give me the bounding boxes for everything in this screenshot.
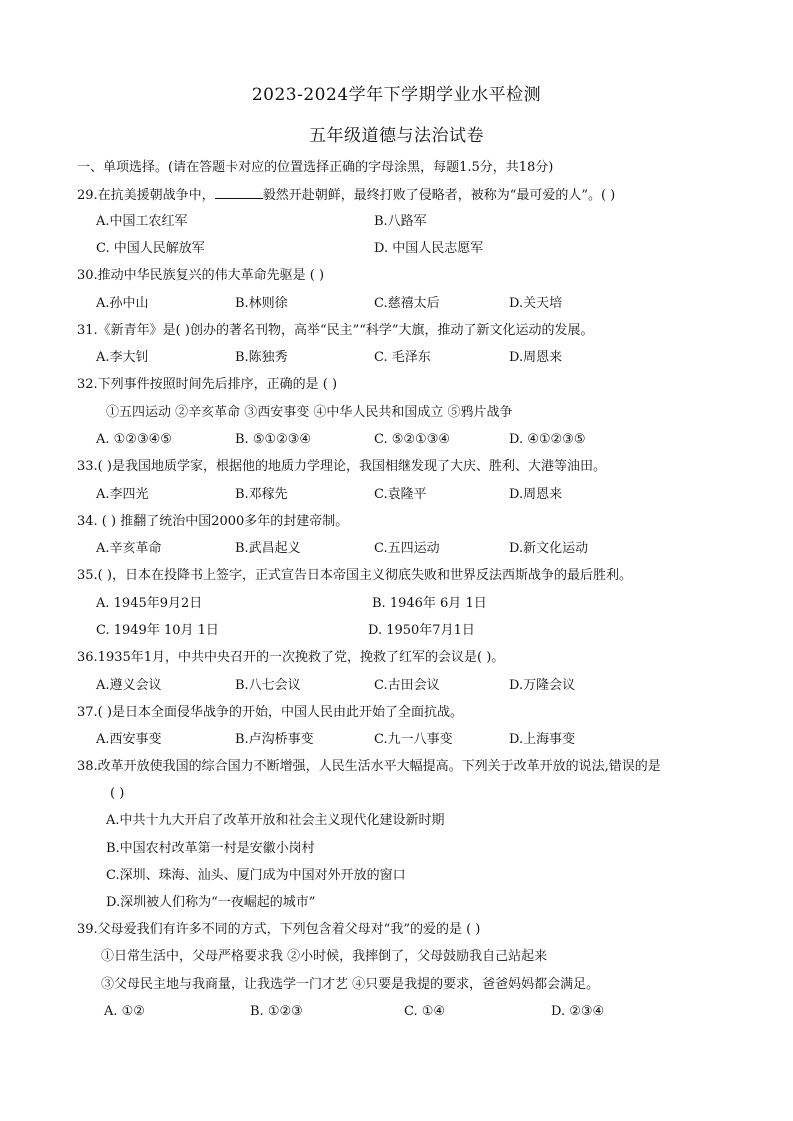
answer-blank bbox=[215, 186, 263, 199]
section-heading: 一、单项选择。(请在答题卡对应的位置选择正确的字母涂黑，每题1.5分，共18分) bbox=[77, 160, 554, 175]
q34-option-b: B.武昌起义 bbox=[235, 541, 301, 556]
q33-option-a: A.李四光 bbox=[96, 487, 149, 502]
q35-option-a: A. 1945年9月2日 bbox=[96, 596, 203, 611]
question-35: 35.( )，日本在投降书上签字，正式宣告日本帝国主义彻底失败和世界反法西斯战争的最后胜利。 bbox=[77, 568, 632, 583]
q39-statement-2: ③父母民主地与我商量，让我选学一门才艺 ④只要是我提的要求，爸爸妈妈都会满足。 bbox=[101, 977, 600, 992]
q32-option-b: B. ⑤①②③④ bbox=[235, 432, 312, 447]
q37-option-a: A.西安事变 bbox=[96, 732, 162, 747]
q37-option-d: D.上海事变 bbox=[509, 732, 576, 747]
q39-option-d: D. ②③④ bbox=[551, 1004, 605, 1019]
q35-option-c: C. 1949年 10月 1日 bbox=[96, 623, 219, 638]
q39-option-a: A. ①② bbox=[104, 1004, 145, 1019]
question-31: 31.《新青年》是( )创办的著名刊物，高举“民主”“科学”大旗，推动了新文化运动的发展。 bbox=[77, 323, 594, 338]
q37-option-c: C.九一八事变 bbox=[374, 732, 453, 747]
q30-option-c: C.慈禧太后 bbox=[374, 296, 440, 311]
q36-option-d: D.万隆会议 bbox=[509, 678, 576, 693]
exam-title: 2023-2024学年下学期学业水平检测 bbox=[251, 85, 542, 105]
q38-paren: ( ) bbox=[110, 786, 125, 801]
question-37: 37.( )是日本全面侵华战争的开始，中国人民由此开始了全面抗战。 bbox=[77, 705, 463, 720]
q39-option-c: C. ①④ bbox=[404, 1004, 446, 1019]
q29-option-d: D. 中国人民志愿军 bbox=[374, 241, 484, 256]
q30-option-a: A.孙中山 bbox=[96, 296, 149, 311]
q32-option-d: D. ④①②③⑤ bbox=[509, 432, 586, 447]
q36-option-b: B.八七会议 bbox=[235, 678, 301, 693]
q29-option-b: B.八路军 bbox=[374, 214, 427, 229]
q33-option-d: D.周恩来 bbox=[509, 487, 563, 502]
question-36: 36.1935年1月，中共中央召开的一次挽救了党，挽救了红军的会议是( )。 bbox=[77, 650, 505, 665]
q31-option-d: D.周恩来 bbox=[509, 350, 563, 365]
q38-option-a: A.中共十九大开启了改革开放和社会主义现代化建设新时期 bbox=[106, 813, 445, 828]
q34-option-d: D.新文化运动 bbox=[509, 541, 589, 556]
q39-option-b: B. ①②③ bbox=[250, 1004, 303, 1019]
q32-items: ①五四运动 ②辛亥革命 ③西安事变 ④中华人民共和国成立 ⑤鸦片战争 bbox=[106, 405, 513, 420]
q38-option-b: B.中国农村改革第一村是安徽小岗村 bbox=[106, 841, 315, 856]
q39-statement-1: ①日常生活中，父母严格要求我 ②小时候，我摔倒了，父母鼓励我自己站起来 bbox=[101, 949, 548, 964]
q30-option-d: D.关天培 bbox=[509, 296, 563, 311]
q33-option-b: B.邓稼先 bbox=[235, 487, 288, 502]
q36-option-c: C.古田会议 bbox=[374, 678, 440, 693]
q37-option-b: B.卢沟桥事变 bbox=[235, 732, 314, 747]
q31-option-b: B.陈独秀 bbox=[235, 350, 288, 365]
question-29 bbox=[77, 186, 615, 205]
question-29-pre: 29.在抗美援朝战争中， bbox=[77, 188, 215, 203]
q38-option-c: C.深圳、珠海、汕头、厦门成为中国对外开放的窗口 bbox=[106, 868, 406, 883]
q29-option-a: A.中国工农红军 bbox=[96, 214, 188, 229]
q33-option-c: C.袁隆平 bbox=[374, 487, 427, 502]
question-34: 34. ( ) 推翻了统治中国2000多年的封建帝制。 bbox=[77, 514, 349, 529]
q29-option-c: C. 中国人民解放军 bbox=[96, 241, 205, 256]
question-39: 39.父母爱我们有许多不同的方式，下列包含着父母对“我”的爱的是 ( ) bbox=[77, 922, 481, 937]
q30-option-b: B.林则徐 bbox=[235, 296, 288, 311]
exam-subtitle: 五年级道德与法治试卷 bbox=[309, 126, 484, 146]
q34-option-a: A.辛亥革命 bbox=[96, 541, 162, 556]
q34-option-c: C.五四运动 bbox=[374, 541, 440, 556]
q38-option-d: D.深圳被人们称为“一夜崛起的城市” bbox=[106, 895, 316, 910]
q35-option-b: B. 1946年 6月 1日 bbox=[372, 596, 487, 611]
q32-option-c: C. ⑤②①③④ bbox=[374, 432, 451, 447]
question-29-post: 毅然开赴朝鲜，最终打败了侵略者，被称为“最可爱的人”。( ) bbox=[262, 188, 616, 203]
question-32: 32.下列事件按照时间先后排序，正确的是 ( ) bbox=[77, 377, 338, 392]
question-38: 38.改革开放使我国的综合国力不断增强，人民生活水平大幅提高。下列关于改革开放的说法,错误的是 bbox=[77, 759, 661, 774]
q32-option-a: A. ①②③④⑤ bbox=[96, 432, 172, 447]
question-30: 30.推动中华民族复兴的伟大革命先驱是 ( ) bbox=[77, 268, 325, 283]
q35-option-d: D. 1950年7月1日 bbox=[368, 623, 475, 638]
question-33: 33.( )是我国地质学家，根据他的地质力学理论，我国相继发现了大庆、胜利、大港等油田。 bbox=[77, 459, 606, 474]
q31-option-a: A.李大钊 bbox=[96, 350, 149, 365]
q36-option-a: A.遵义会议 bbox=[96, 678, 162, 693]
q31-option-c: C. 毛泽东 bbox=[374, 350, 431, 365]
